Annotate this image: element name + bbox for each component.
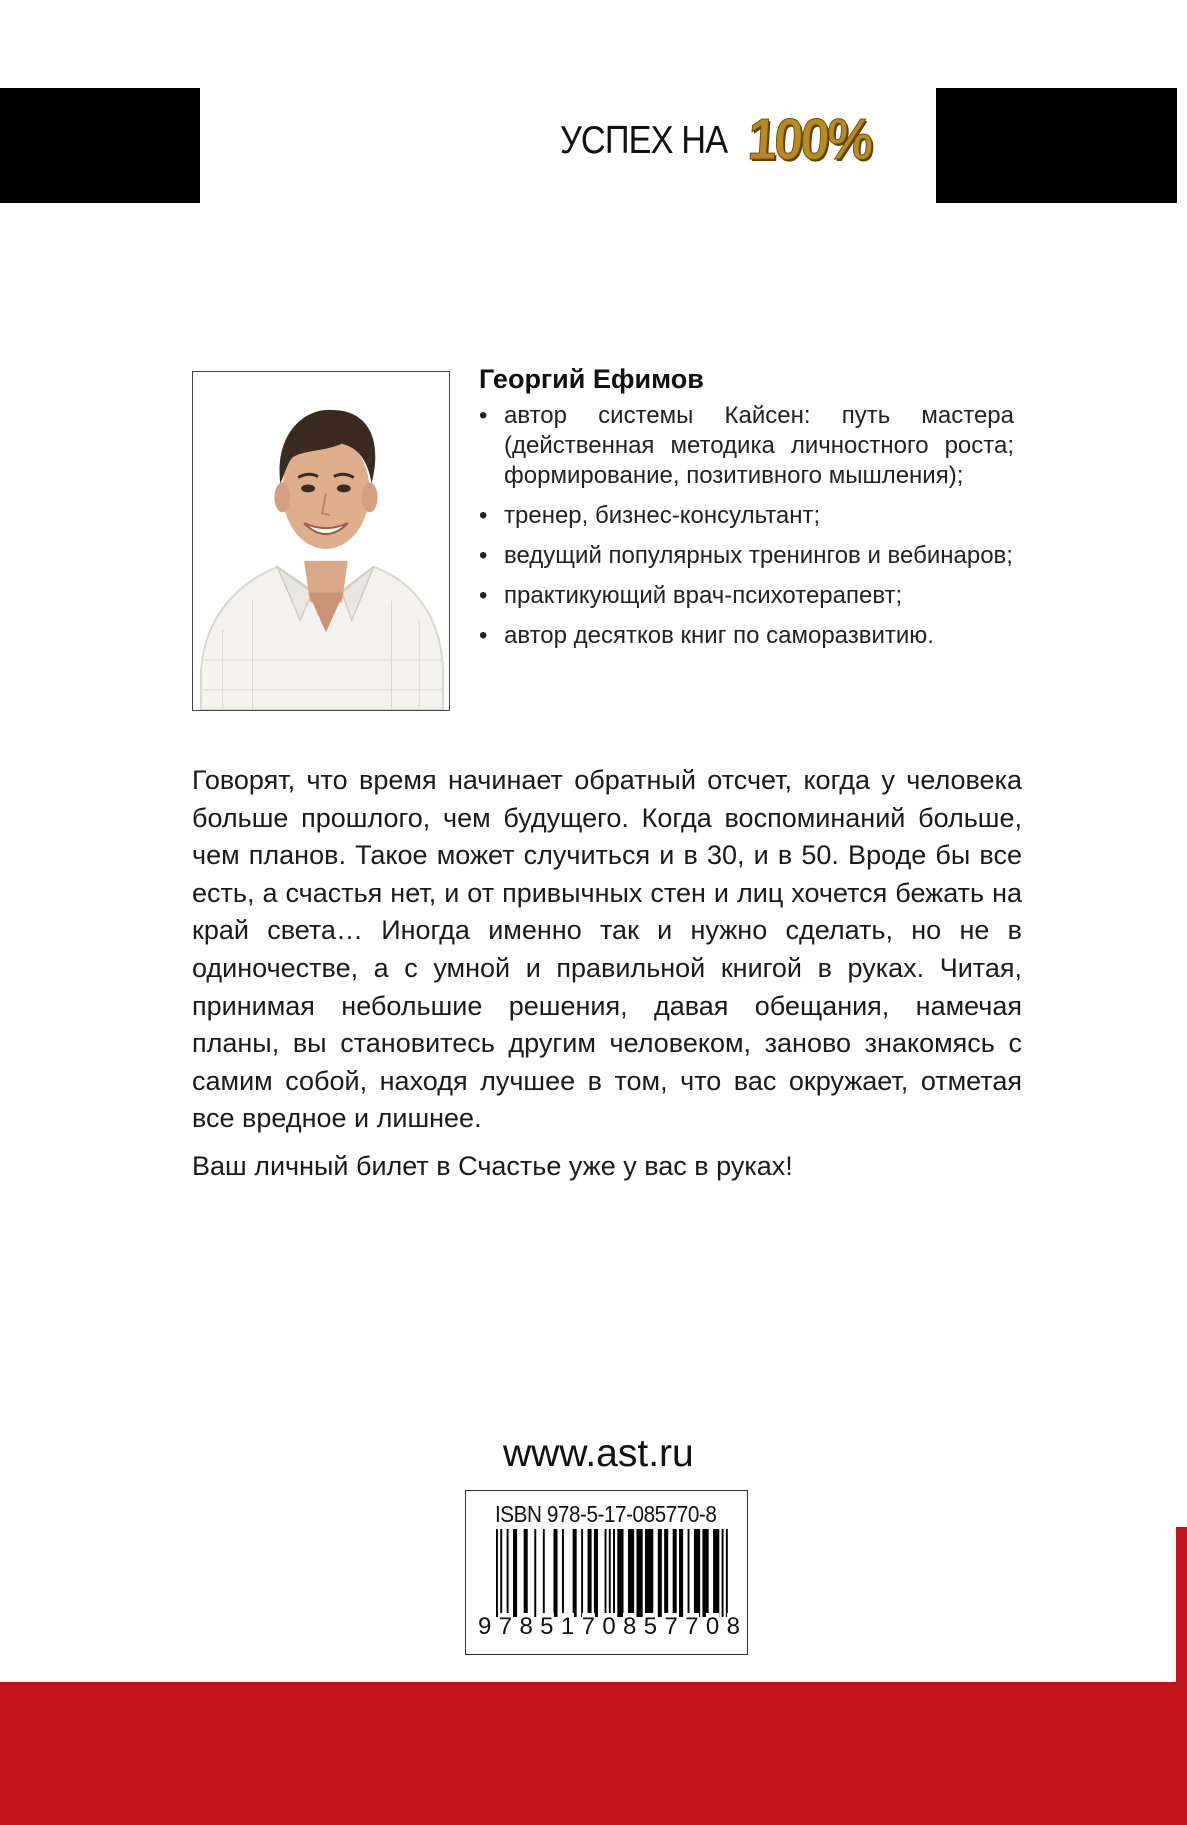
barcode-digit: 7 <box>498 1613 513 1640</box>
list-item <box>479 541 1014 571</box>
bullet-icon: • <box>479 402 488 429</box>
list-item <box>479 621 1014 651</box>
barcode-bar <box>553 1529 557 1617</box>
list-item <box>479 581 1014 611</box>
barcode-digit: 8 <box>519 1613 533 1640</box>
barcode-bar <box>713 1529 719 1617</box>
publisher-website: www.ast.ru <box>503 1432 694 1475</box>
barcode-bar <box>726 1529 728 1617</box>
series-name: УСПЕХ НА <box>560 119 728 162</box>
barcode-bars <box>466 1529 749 1619</box>
barcode-bar <box>645 1529 653 1617</box>
barcode-digit: 5 <box>643 1613 658 1640</box>
red-spine-edge <box>1176 1527 1187 1682</box>
barcode-digits <box>478 1613 740 1641</box>
barcode-bar <box>664 1529 668 1617</box>
barcode-bar <box>702 1529 708 1617</box>
bullet-icon: • <box>479 502 488 529</box>
barcode-bar <box>534 1529 536 1617</box>
barcode-bar <box>496 1529 498 1617</box>
list-item-text: тренер, бизнес-консультант; <box>504 502 821 529</box>
barcode-bar <box>507 1529 509 1617</box>
barcode-digit: 5 <box>540 1613 554 1640</box>
barcode-bar <box>636 1529 642 1617</box>
barcode-digit: 1 <box>560 1613 575 1640</box>
author-photo <box>192 371 450 711</box>
barcode-bar <box>694 1529 700 1617</box>
list-item <box>479 401 1014 491</box>
series-percent: 100% <box>745 106 873 172</box>
list-item-text: ведущий популярных тренингов и вебинаров; <box>504 542 1013 569</box>
bottom-red-band <box>0 1682 1187 1825</box>
barcode-digit: 7 <box>664 1613 678 1640</box>
barcode-digit: 9 <box>478 1613 492 1640</box>
bullet-icon: • <box>479 582 488 609</box>
book-description <box>192 762 1022 1196</box>
barcode-bar <box>628 1529 634 1617</box>
barcode-digit: 8 <box>726 1613 740 1640</box>
list-item <box>479 501 1014 531</box>
barcode-bar <box>617 1529 623 1617</box>
bullet-icon: • <box>479 542 488 569</box>
barcode-bar <box>613 1529 615 1617</box>
barcode-bar <box>581 1529 583 1617</box>
author-name: Георгий Ефимов <box>479 364 704 394</box>
barcode-digit: 7 <box>685 1613 699 1640</box>
barcode-bar <box>609 1529 611 1617</box>
barcode-digit: 8 <box>623 1613 637 1640</box>
barcode-bar <box>524 1529 528 1617</box>
barcode-bar <box>605 1529 607 1617</box>
barcode-bar <box>722 1529 724 1617</box>
barcode-bar <box>688 1529 690 1617</box>
barcode-digit: 0 <box>705 1613 720 1640</box>
list-item-text: автор десятков книг по саморазвитию. <box>504 622 934 649</box>
author-credentials-list <box>479 401 1014 651</box>
list-item-text: автор системы Кайсен: путь мастера (действенная методика личностного роста; формирование, позитивного мышления); <box>504 402 1014 489</box>
isbn-barcode <box>465 1490 748 1655</box>
top-left-black-bar <box>0 88 200 203</box>
barcode-bar <box>594 1529 598 1617</box>
author-info <box>479 364 1014 661</box>
barcode-bar <box>673 1529 677 1617</box>
series-logo <box>560 106 884 176</box>
barcode-bar <box>658 1529 662 1617</box>
description-tagline: Ваш личный билет в Счастье уже у вас в руках! <box>192 1150 793 1181</box>
barcode-bar <box>679 1529 683 1617</box>
barcode-digit: 7 <box>581 1613 595 1640</box>
barcode-bar <box>513 1529 517 1617</box>
description-paragraph: Говорят, что время начинает обратный отсчет, когда у человека больше прошлого, чем будущего. Когда воспоминаний больше, чем планов. Такое может случиться и в 30, и в 50. Вроде бы все есть, а счастья нет, и от привычных стен и лиц хочется бежать на край света… Иногда именно так и нужно сделать, но не в одиночестве, а с умной и правильной книгой в руках. Читая, принимая небольшие решения, давая обещания, намечая планы, вы становитесь другим человеком, заново знакомясь с самим собой, находя лучшее в том, что вас окружает, отметая все вредное и лишнее. <box>192 765 1022 1134</box>
barcode-bar <box>543 1529 545 1617</box>
barcode-digit: 0 <box>602 1613 616 1640</box>
barcode-bar <box>500 1529 502 1617</box>
barcode-bar <box>573 1529 577 1617</box>
isbn-number: ISBN 978-5-17-085770-8 <box>495 1501 717 1527</box>
top-right-black-bar <box>936 88 1177 203</box>
barcode-bar <box>588 1529 592 1617</box>
bullet-icon: • <box>479 622 488 649</box>
barcode-bar <box>562 1529 564 1617</box>
list-item-text: практикующий врач-психотерапевт; <box>504 582 903 609</box>
